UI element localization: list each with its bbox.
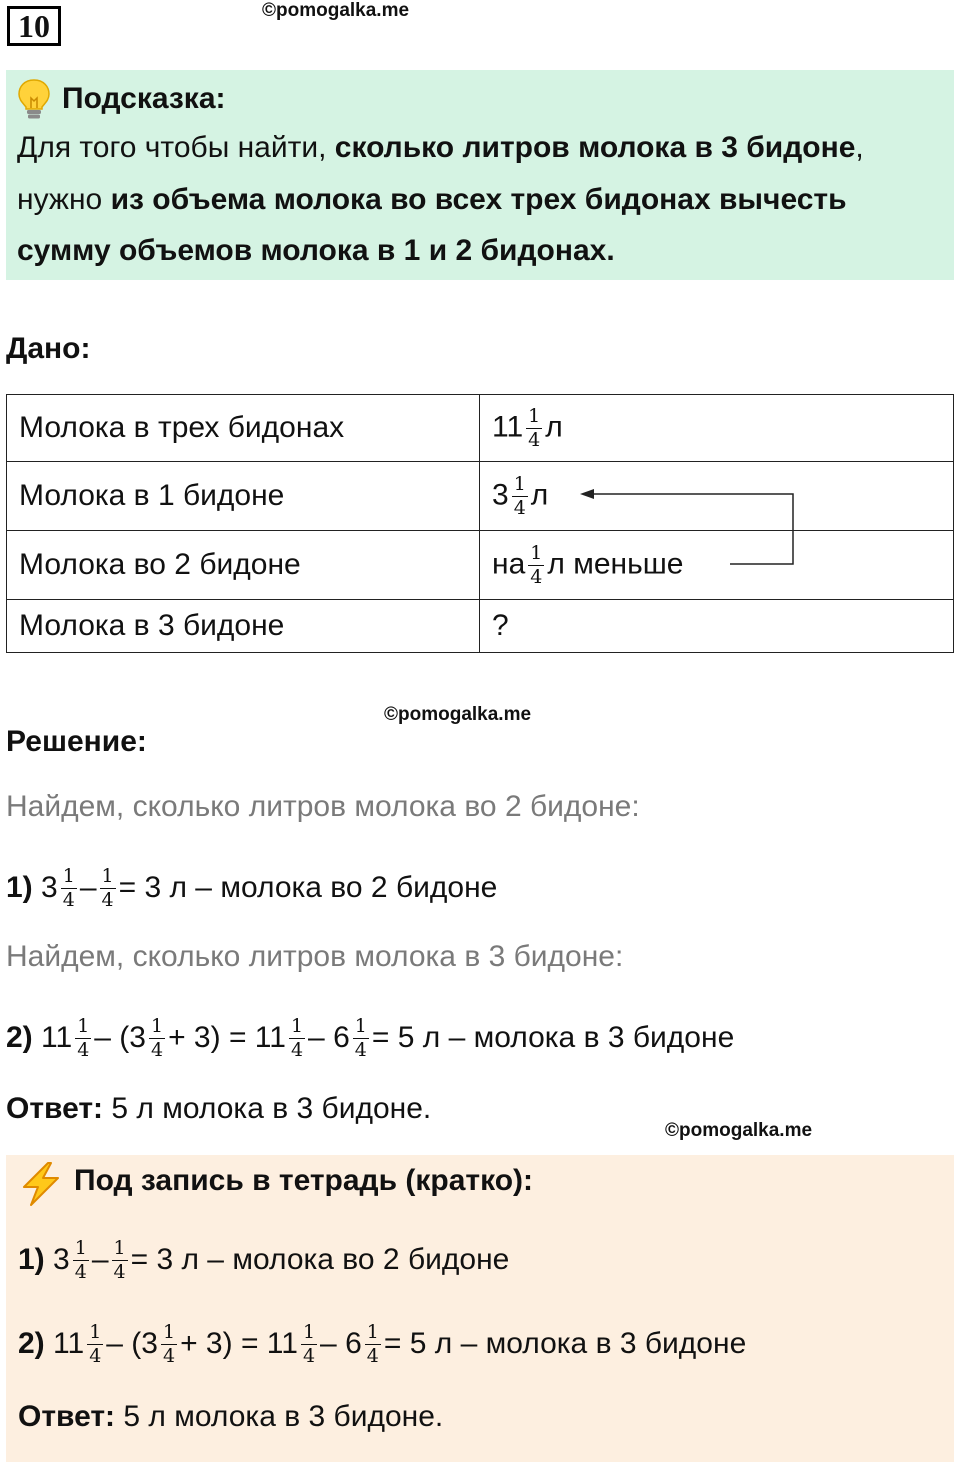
- row-label: Молока в трех бидонах: [7, 395, 480, 462]
- fraction: $\frac{1}{4}$: [302, 1320, 316, 1367]
- fraction: $\frac{1}{4}$: [366, 1320, 379, 1367]
- row-label: Молока в 3 бидоне: [7, 600, 480, 653]
- step2-intro: Найдем, сколько литров молока в 3 бидоне:: [6, 940, 624, 973]
- notebook-title: Под запись в тетрадь (кратко):: [74, 1164, 534, 1197]
- fraction: $\frac{1}{4}$: [62, 864, 75, 911]
- fraction: $\frac{1}{4}$: [74, 1236, 87, 1283]
- step1-intro: Найдем, сколько литров молока во 2 бидоне:: [6, 790, 640, 823]
- hint-line-1: Для того чтобы найти, сколько литров молока в 3 бидоне,: [17, 131, 864, 164]
- lightning-icon: [18, 1162, 64, 1206]
- hint-line-2: нужно из объема молока во всех трех бидонах вычесть: [17, 183, 847, 216]
- notebook-step2: 2) 11 $\frac{1}{4}$ – (3 $\frac{1}{4}$ + 3) = 11 $\frac{1}{4}$ – 6 $\frac{1}{4}$ = 5 л – молока в 3 бидоне: [18, 1320, 747, 1367]
- table-row: [7, 600, 954, 653]
- row-value: 11 $\frac{1}{4}$ л: [480, 395, 954, 462]
- fraction: $\frac{1}{4}$: [290, 1014, 304, 1061]
- fraction: $\frac{1}{4}$: [89, 1320, 102, 1367]
- given-title: Дано:: [6, 332, 91, 365]
- fraction: $\frac{1}{4}$: [513, 472, 526, 519]
- solution-title: Решение:: [6, 725, 147, 758]
- step2-expression: 2) 11 $\frac{1}{4}$ – (3 $\frac{1}{4}$ + 3) = 11 $\frac{1}{4}$ – 6 $\frac{1}{4}$ = 5 л – молока в 3 бидоне: [6, 1014, 735, 1061]
- hint-title: Подсказка:: [62, 82, 226, 115]
- fraction: $\frac{1}{4}$: [528, 404, 541, 451]
- task-number: 10: [7, 6, 61, 46]
- step1-expression: 1) 3 $\frac{1}{4}$ – $\frac{1}{4}$ = 3 л – молока во 2 бидоне: [6, 864, 498, 911]
- fraction: $\frac{1}{4}$: [354, 1014, 367, 1061]
- row-label: Молока в 1 бидоне: [7, 462, 480, 531]
- table-row: [7, 531, 954, 600]
- fraction: $\frac{1}{4}$: [162, 1320, 176, 1367]
- fraction: $\frac{1}{4}$: [101, 864, 114, 911]
- fraction: $\frac{1}{4}$: [113, 1236, 126, 1283]
- table-row: [7, 462, 954, 531]
- fraction: $\frac{1}{4}$: [150, 1014, 164, 1061]
- row-value: ?: [480, 600, 954, 653]
- given-table: [6, 394, 954, 653]
- notebook-step1: 1) 3 $\frac{1}{4}$ – $\frac{1}{4}$ = 3 л – молока во 2 бидоне: [18, 1236, 510, 1283]
- row-label: Молока во 2 бидоне: [7, 531, 480, 600]
- comparison-arrow: [570, 480, 800, 580]
- row-value: на $\frac{1}{4}$ л меньше: [480, 531, 954, 600]
- lightbulb-icon: [16, 78, 52, 120]
- watermark: ©pomogalka.me: [665, 1120, 813, 1141]
- answer: Ответ: 5 л молока в 3 бидоне.: [6, 1092, 432, 1125]
- table-row: [7, 395, 954, 462]
- row-value: 3 $\frac{1}{4}$ л: [480, 462, 954, 531]
- watermark: ©pomogalka.me: [262, 0, 410, 21]
- fraction: $\frac{1}{4}$: [77, 1014, 90, 1061]
- watermark: ©pomogalka.me: [384, 704, 532, 725]
- notebook-answer: Ответ: 5 л молока в 3 бидоне.: [18, 1400, 444, 1433]
- hint-line-3: сумму объемов молока в 1 и 2 бидонах.: [17, 234, 615, 267]
- fraction: $\frac{1}{4}$: [530, 541, 543, 588]
